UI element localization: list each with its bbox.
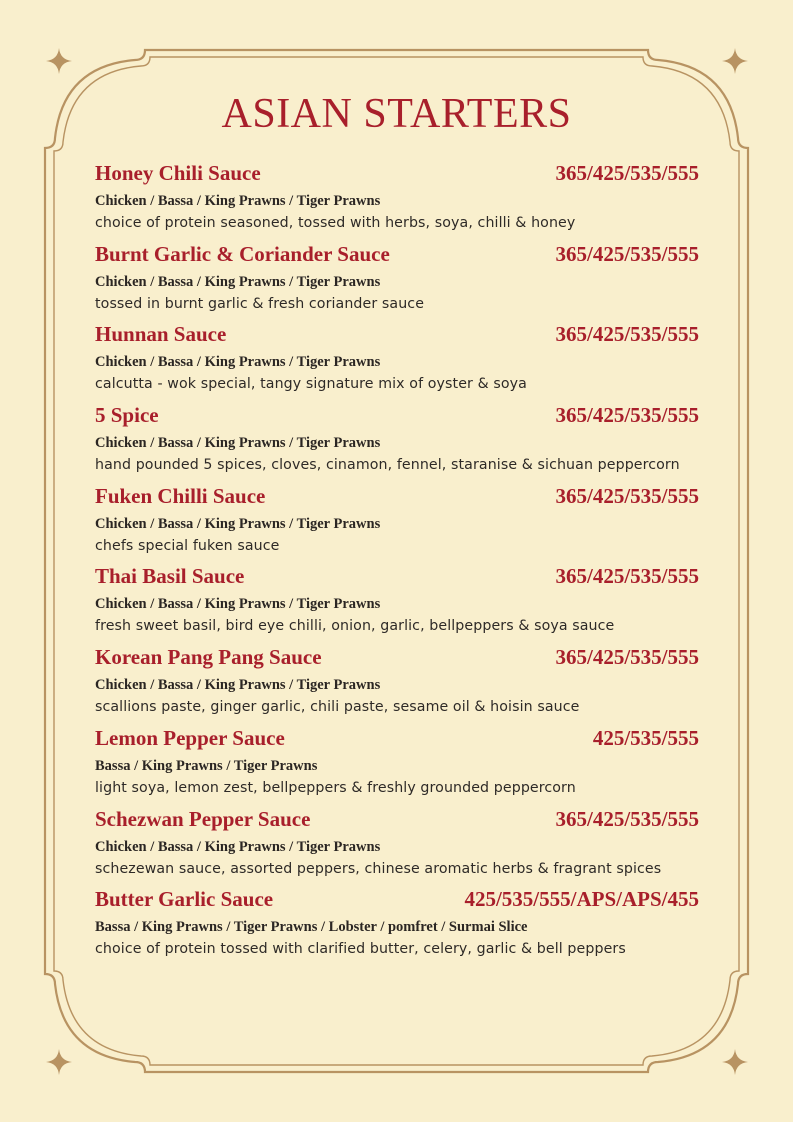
item-protein-options: Chicken / Bassa / King Prawns / Tiger Prawns xyxy=(95,838,381,855)
item-description: choice of protein tossed with clarified butter, celery, garlic & bell peppers xyxy=(95,941,626,958)
menu-item xyxy=(95,807,699,888)
item-description: choice of protein seasoned, tossed with herbs, soya, chilli & honey xyxy=(95,215,576,231)
item-name: Honey Chili Sauce xyxy=(95,161,261,185)
menu-list xyxy=(95,161,699,968)
menu-item xyxy=(95,161,699,242)
item-protein-options: Chicken / Bassa / King Prawns / Tiger Prawns xyxy=(95,193,381,209)
item-name: Lemon Pepper Sauce xyxy=(95,725,285,750)
item-price: 365/425/535/555 xyxy=(555,241,699,266)
item-header xyxy=(95,484,699,514)
item-header xyxy=(95,726,699,756)
menu-item xyxy=(95,564,699,645)
item-name: 5 Spice xyxy=(95,403,159,428)
item-protein-options: Bassa / King Prawns / Tiger Prawns xyxy=(95,757,318,774)
item-description: schezewan sauce, assorted peppers, chinese aromatic herbs & fragrant spices xyxy=(95,860,662,877)
item-header xyxy=(95,564,699,594)
menu-item xyxy=(95,645,699,726)
item-protein-options: Bassa / King Prawns / Tiger Prawns / Lobster / pomfret / Surmai Slice xyxy=(95,919,528,936)
item-price: 425/535/555 xyxy=(592,725,699,750)
item-protein-options: Chicken / Bassa / King Prawns / Tiger Prawns xyxy=(95,515,381,532)
menu-item xyxy=(95,887,699,968)
item-name: Thai Basil Sauce xyxy=(95,564,245,589)
item-price: 365/425/535/555 xyxy=(555,322,699,347)
item-name: Butter Garlic Sauce xyxy=(95,887,274,912)
item-header xyxy=(95,322,699,352)
sparkle-icon xyxy=(722,1049,748,1075)
item-name: Burnt Garlic & Coriander Sauce xyxy=(95,241,390,266)
item-description: fresh sweet basil, bird eye chilli, onion, garlic, bellpeppers & soya sauce xyxy=(95,618,615,635)
item-description: hand pounded 5 spices, cloves, cinamon, fennel, staranise & sichuan peppercorn xyxy=(95,457,680,474)
item-name: Korean Pang Pang Sauce xyxy=(95,645,322,670)
item-name: Schezwan Pepper Sauce xyxy=(95,806,311,831)
item-protein-options: Chicken / Bassa / King Prawns / Tiger Prawns xyxy=(95,273,381,290)
item-name: Fuken Chilli Sauce xyxy=(95,483,266,508)
item-header xyxy=(95,807,699,837)
item-description: chefs special fuken sauce xyxy=(95,537,280,554)
item-protein-options: Chicken / Bassa / King Prawns / Tiger Prawns xyxy=(95,354,381,371)
item-price: 425/535/555/APS/APS/455 xyxy=(464,887,699,912)
page-title: ASIAN STARTERS xyxy=(221,91,572,137)
item-description: tossed in burnt garlic & fresh coriander sauce xyxy=(95,295,425,312)
item-price: 365/425/535/555 xyxy=(555,564,699,589)
item-header xyxy=(95,161,699,191)
item-description: scallions paste, ginger garlic, chili paste, sesame oil & hoisin sauce xyxy=(95,699,580,716)
menu-item xyxy=(95,322,699,403)
menu-item xyxy=(95,484,699,565)
item-description: light soya, lemon zest, bellpeppers & freshly grounded peppercorn xyxy=(95,779,576,796)
menu-item xyxy=(95,242,699,323)
item-description: calcutta - wok special, tangy signature mix of oyster & soya xyxy=(95,376,527,393)
item-protein-options: Chicken / Bassa / King Prawns / Tiger Prawns xyxy=(95,677,381,694)
item-price: 365/425/535/555 xyxy=(555,483,699,508)
sparkle-icon xyxy=(46,48,72,74)
item-price: 365/425/535/555 xyxy=(555,403,699,428)
item-header xyxy=(95,242,699,272)
item-header xyxy=(95,645,699,675)
item-name: Hunnan Sauce xyxy=(95,322,227,347)
item-protein-options: Chicken / Bassa / King Prawns / Tiger Prawns xyxy=(95,596,381,613)
item-header xyxy=(95,887,699,917)
item-price: 365/425/535/555 xyxy=(555,161,699,185)
sparkle-icon xyxy=(722,48,748,74)
item-price: 365/425/535/555 xyxy=(555,645,699,670)
menu-item xyxy=(95,403,699,484)
item-protein-options: Chicken / Bassa / King Prawns / Tiger Prawns xyxy=(95,435,381,452)
sparkle-icon xyxy=(46,1049,72,1075)
menu-item xyxy=(95,726,699,807)
item-header xyxy=(95,403,699,433)
item-price: 365/425/535/555 xyxy=(555,806,699,831)
